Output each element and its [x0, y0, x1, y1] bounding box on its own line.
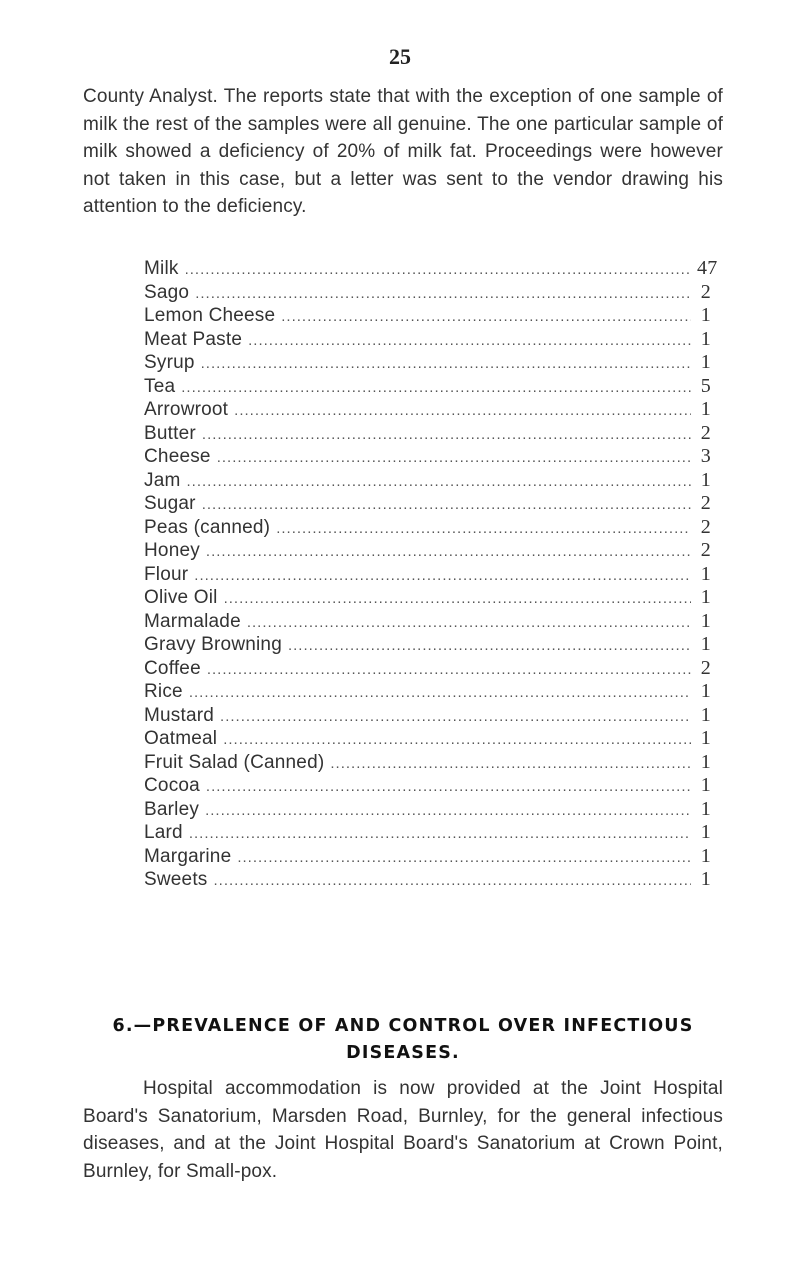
- sample-count: 2: [700, 515, 711, 538]
- sample-name: Marmalade: [144, 610, 241, 632]
- list-item: [144, 868, 711, 892]
- dot-leader: [187, 470, 692, 494]
- list-item: [144, 657, 711, 681]
- sample-name: Lard: [144, 822, 183, 843]
- sample-count: 2: [700, 656, 711, 679]
- dot-leader: [202, 423, 691, 447]
- list-item: [144, 563, 711, 587]
- dot-leader: [181, 376, 691, 400]
- list-item: [144, 351, 711, 375]
- hospital-paragraph: Hospital accommodation is now provided at the Joint Hospital Board's Sanatorium, Marsden Road, Burnley, for the general infectious diseases, and at the Joint Hospital Board's Sanatorium at Crown Point, Burnley, for Small-pox.: [83, 1078, 723, 1182]
- sample-name: Olive Oil: [144, 587, 218, 608]
- list-item: [144, 469, 711, 493]
- sample-count: 1: [700, 868, 711, 890]
- list-item: [144, 422, 711, 446]
- sample-name: Mustard: [144, 704, 215, 726]
- dot-leader: [194, 564, 691, 588]
- sample-name: Honey: [144, 540, 200, 561]
- list-item: [144, 304, 711, 328]
- sample-count: 2: [700, 492, 711, 514]
- dot-leader: [288, 634, 691, 658]
- sample-name: Rice: [144, 681, 183, 702]
- dot-leader: [185, 258, 691, 282]
- dot-leader: [195, 282, 691, 306]
- list-item: [144, 751, 711, 775]
- sample-name: Fruit Salad (Canned): [144, 751, 325, 773]
- dot-leader: [206, 540, 691, 564]
- sample-name: Flour: [144, 563, 189, 585]
- dot-leader: [207, 658, 691, 682]
- dot-leader: [220, 705, 691, 729]
- dot-leader: [247, 611, 691, 635]
- sample-count: 1: [700, 562, 711, 585]
- list-item: [144, 492, 711, 516]
- sample-list: [144, 257, 718, 892]
- dot-leader: [224, 587, 691, 611]
- dot-leader: [330, 752, 691, 776]
- list-item: [144, 704, 711, 728]
- dot-leader: [206, 775, 691, 799]
- sample-name: Sago: [144, 281, 190, 303]
- sample-count: 1: [700, 327, 711, 350]
- dot-leader: [276, 517, 691, 541]
- sample-count: 1: [700, 750, 711, 773]
- sample-count: 2: [700, 280, 711, 303]
- sample-name: Coffee: [144, 657, 201, 679]
- sample-name: Syrup: [144, 352, 195, 373]
- list-item: [144, 328, 711, 352]
- sample-count: 2: [700, 539, 711, 561]
- dot-leader: [248, 329, 691, 353]
- sample-count: 1: [700, 586, 711, 608]
- dot-leader: [202, 493, 691, 517]
- sample-count: 1: [700, 821, 711, 843]
- sample-count: 1: [700, 680, 711, 702]
- sample-count: 1: [700, 398, 711, 420]
- list-item: [144, 281, 711, 305]
- sample-count: 1: [700, 609, 711, 632]
- sample-count: 2: [700, 421, 711, 444]
- dot-leader: [234, 399, 691, 423]
- list-item: [144, 375, 711, 399]
- sample-name: Arrowroot: [144, 399, 229, 420]
- dot-leader: [223, 728, 691, 752]
- sample-name: Barley: [144, 798, 200, 820]
- sample-name: Butter: [144, 422, 196, 444]
- sample-count: 1: [700, 797, 711, 820]
- sample-count: 1: [700, 468, 711, 491]
- sample-count: 1: [700, 304, 711, 326]
- list-item: [144, 633, 711, 657]
- sample-count: 1: [700, 351, 711, 373]
- sample-count: 1: [700, 774, 711, 796]
- list-item: [144, 727, 711, 751]
- page-number: 25: [389, 44, 411, 69]
- sample-name: Sugar: [144, 493, 196, 514]
- sample-count: 3: [700, 445, 711, 467]
- dot-leader: [189, 681, 691, 705]
- sample-name: Cocoa: [144, 775, 200, 796]
- sample-count: 1: [700, 727, 711, 749]
- list-item: [144, 821, 711, 845]
- sample-name: Sweets: [144, 869, 208, 890]
- dot-leader: [237, 846, 691, 870]
- sample-count: 1: [700, 703, 711, 726]
- intro-paragraph: County Analyst. The reports state that with the exception of one sample of milk the rest of the samples were all genuine. The one particular sample of milk showed a deficiency of 20% of milk fat. Proceedings were however not taken in this case, but a letter was sent to the vendor drawing his attention to the deficiency.: [83, 86, 723, 218]
- sample-name: Meat Paste: [144, 328, 243, 350]
- list-item: [144, 774, 711, 798]
- dot-leader: [217, 446, 691, 470]
- sample-name: Tea: [144, 375, 176, 397]
- dot-leader: [189, 822, 691, 846]
- sample-name: Oatmeal: [144, 728, 218, 749]
- list-item: [144, 516, 711, 540]
- dot-leader: [205, 799, 691, 823]
- sample-name: Milk: [144, 258, 179, 279]
- sample-name: Margarine: [144, 845, 232, 867]
- sample-name: Cheese: [144, 446, 211, 467]
- list-item: [144, 539, 711, 563]
- list-item: [144, 586, 711, 610]
- sample-count: 1: [700, 844, 711, 867]
- sample-name: Peas (canned): [144, 516, 271, 538]
- sample-count: 5: [700, 374, 711, 397]
- section-heading: 6.—PREVALENCE OF AND CONTROL OVER INFECTIOUS DISEASES.: [112, 1016, 694, 1063]
- dot-leader: [281, 305, 691, 329]
- sample-name: Lemon Cheese: [144, 305, 276, 326]
- list-item: [144, 398, 711, 422]
- dot-leader: [214, 869, 691, 893]
- list-item: [144, 680, 711, 704]
- list-item: [144, 445, 711, 469]
- sample-name: Gravy Browning: [144, 634, 282, 655]
- sample-name: Jam: [144, 469, 181, 491]
- list-item: [144, 798, 711, 822]
- list-item: [144, 257, 718, 281]
- sample-count: 1: [700, 633, 711, 655]
- sample-count: 47: [697, 257, 718, 279]
- list-item: [144, 845, 711, 869]
- list-item: [144, 610, 711, 634]
- dot-leader: [201, 352, 691, 376]
